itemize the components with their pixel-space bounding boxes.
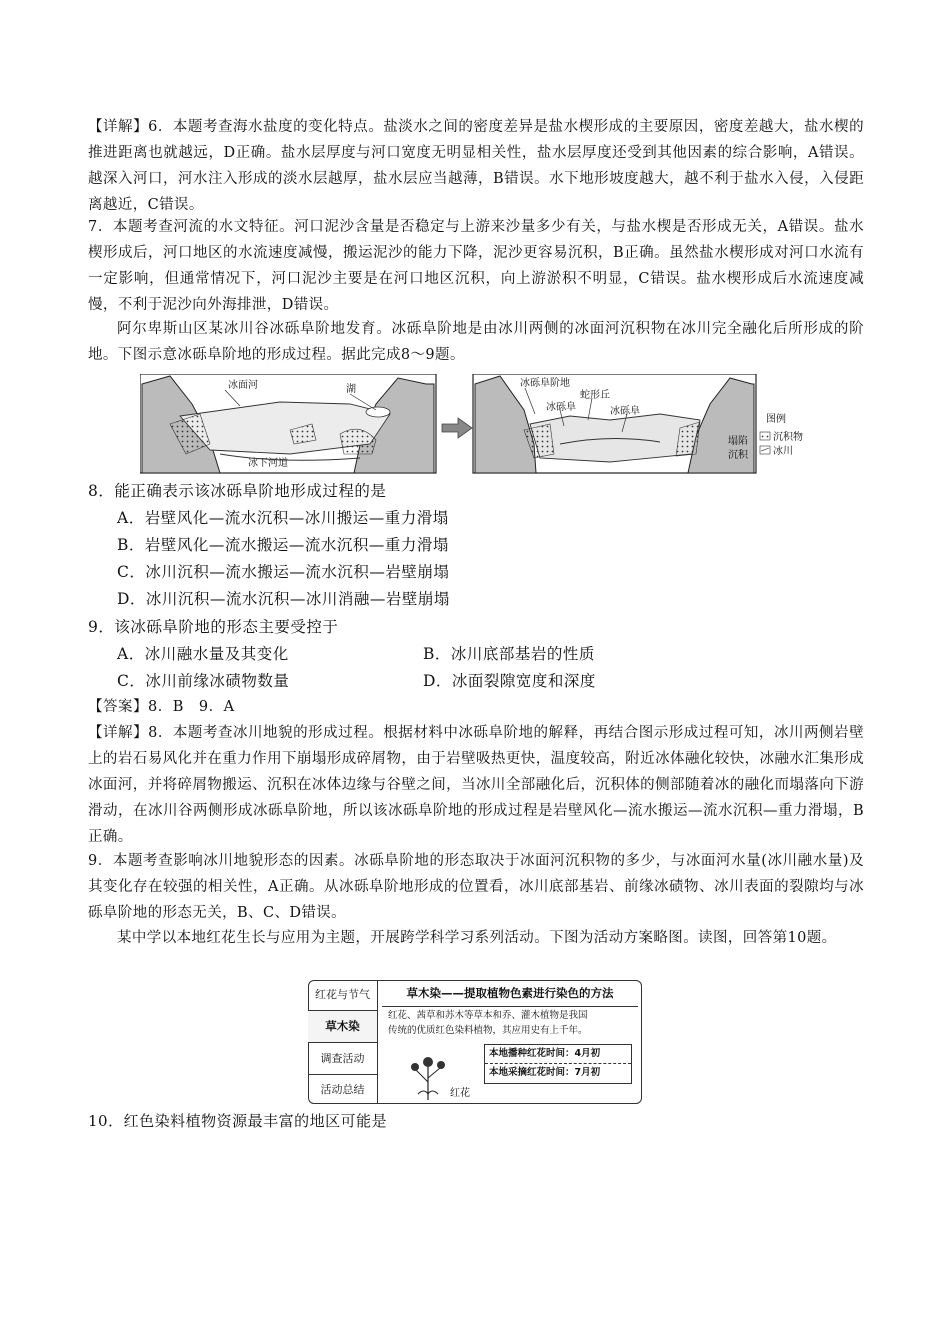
dyeing-title: 草木染——提取植物色素进行染色的方法	[406, 986, 614, 1000]
legend	[760, 412, 803, 457]
kame-label-1: 冰砾阜	[546, 402, 576, 413]
tab-summary[interactable]: 活动总结	[320, 1083, 365, 1096]
answer-line: 【答案】8．B 9．A	[88, 699, 235, 715]
subglacial-channel-label: 冰下河道	[248, 458, 288, 469]
kame-terrace-label: 冰砾阜阶地	[520, 378, 570, 389]
activity-plan-figure	[308, 980, 642, 1104]
q8-option-d[interactable]: D．冰川沉积—流水沉积—冰川消融—岩壁崩塌	[117, 590, 450, 608]
q8-option-b[interactable]: B．岩壁风化—流水搬运—流水沉积—重力滑塌	[117, 536, 449, 554]
tab-column	[308, 980, 378, 1104]
question-9-stem: 9．该冰砾阜阶地的形态主要受控于	[88, 618, 339, 636]
kame-terrace-figure	[140, 374, 820, 474]
legend-sediment: 沉积物	[773, 432, 803, 443]
after-melting-panel	[473, 374, 756, 473]
tab-survey[interactable]: 调查活动	[308, 1043, 377, 1075]
q9-option-a[interactable]: A．冰川融水量及其变化	[117, 645, 289, 663]
question-10-stem: 10．红色染料植物资源最丰富的地区可能是	[88, 1112, 388, 1130]
intro-q8-9: 阿尔卑斯山区某冰川谷冰砾阜阶地发育。冰砾阜阶地是由冰川两侧的冰面河沉积物在冰川完全融化后所形成的阶地。下图示意冰砾阜阶地的形成过程。据此完成8～9题。	[88, 321, 864, 363]
ice-river-label: 冰面河	[228, 380, 258, 391]
lake-label: 湖	[346, 384, 356, 395]
intro-q10: 某中学以本地红花生长与应用为主题，开展跨学科学习系列活动。下图为活动方案略图。读图，回答第10题。	[117, 930, 837, 946]
safflower-label: 红花	[450, 1088, 470, 1099]
sediment-swatch	[760, 432, 770, 440]
glacier-swatch	[760, 446, 770, 454]
collapse-label: 塌陷	[728, 436, 748, 447]
tab-solar-terms[interactable]: 红花与节气	[308, 980, 377, 1011]
q9-option-c[interactable]: C．冰川前缘冰碛物数量	[117, 672, 290, 690]
dyeing-description	[388, 1008, 638, 1038]
schedule-box	[484, 1044, 632, 1084]
arrow-icon	[442, 418, 472, 438]
tab-plant-dyeing[interactable]: 草木染	[308, 1011, 377, 1043]
desc-line-2: 传统的优质红色染料植物，其应用史有上千年。	[388, 1025, 588, 1036]
before-melting-panel	[140, 374, 436, 473]
safflower-icon	[404, 1048, 454, 1102]
question-8-stem: 8．能正确表示该冰砾阜阶地形成过程的是	[88, 482, 387, 500]
q8-option-a[interactable]: A．岩壁风化—流水沉积—冰川搬运—重力滑塌	[117, 509, 449, 527]
sediment-label: 沉积	[728, 450, 748, 461]
explanation-q6: 【详解】6．本题考查海水盐度的变化特点。盐淡水之间的密度差异是盐水楔形成的主要原因，密度差越大，盐水楔的推进距离也就越远，D正确。盐水层厚度与河口宽度无明显相关性，盐水层厚度还受到其他因素的综合影响，A错误。越深入河口，河水注入形成的淡水层越厚，盐水层应当越薄，B错误。水下地形坡度越大，越不利于盐水入侵，入侵距离越近，C错误。	[88, 119, 864, 213]
explanation-q7: 7．本题考查河流的水文特征。河口泥沙含量是否稳定与上游来沙量多少有关，与盐水楔是否形成无关，A错误。盐水楔形成后，河口地区的水流速度减慢，搬运泥沙的能力下降，泥沙更容易沉积，B正确。虽然盐水楔形成对河口水流有一定影响，但通常情况下，河口泥沙主要是在河口地区沉积，向上游淤积不明显，C错误。盐水楔形成后水流速度减慢，不利于泥沙向外海排泄，D错误。	[88, 219, 864, 313]
q9-option-b[interactable]: B．冰川底部基岩的性质	[423, 645, 595, 663]
explanation-q8: 【详解】8．本题考查冰川地貌的形成过程。根据材料中冰砾阜阶地的解释，再结合图示形成过程可知，冰川两侧岩壁上的岩石易风化并在重力作用下崩塌形成碎屑物，由于岩壁吸热更快，温度较高，附近冰体融化较快，冰融水汇集形成冰面河，并将碎屑物搬运、沉积在冰体边缘与谷壁之间，当冰川全部融化后，沉积体的侧部随着冰的融化而塌落向下游滑动，在冰川谷两侧形成冰砾阜阶地，所以该冰砾阜阶地的形成过程是岩壁风化—流水搬运—流水沉积—重力滑塌，B正确。	[88, 725, 864, 845]
sowing-time: 本地播种红花时间：4月初	[485, 1045, 631, 1064]
picking-time: 本地采摘红花时间：7月初	[489, 1067, 601, 1078]
explanation-q9: 9．本题考查影响冰川地貌形态的因素。冰砾阜阶地的形态取决于冰面河沉积物的多少，与冰面河水量(冰川融水量)及其变化存在较强的相关性，A正确。从冰砾阜阶地形成的位置看，冰川底部基岩、前缘冰碛物、冰川表面的裂隙均与冰砾阜阶地的形态无关，B、C、D错误。	[88, 853, 864, 921]
kame-label-2: 冰砾阜	[610, 406, 640, 417]
esker-label: 蛇形丘	[580, 390, 610, 401]
q9-option-d[interactable]: D．冰面裂隙宽度和深度	[423, 672, 596, 690]
desc-line-1: 红花、茜草和苏木等草本和乔、灌木植物是我国	[388, 1010, 588, 1021]
legend-glacier: 冰川	[773, 446, 793, 457]
q8-option-c[interactable]: C．冰川沉积—流水搬运—流水沉积—岩壁崩塌	[117, 563, 450, 581]
legend-title: 图例	[766, 414, 786, 425]
